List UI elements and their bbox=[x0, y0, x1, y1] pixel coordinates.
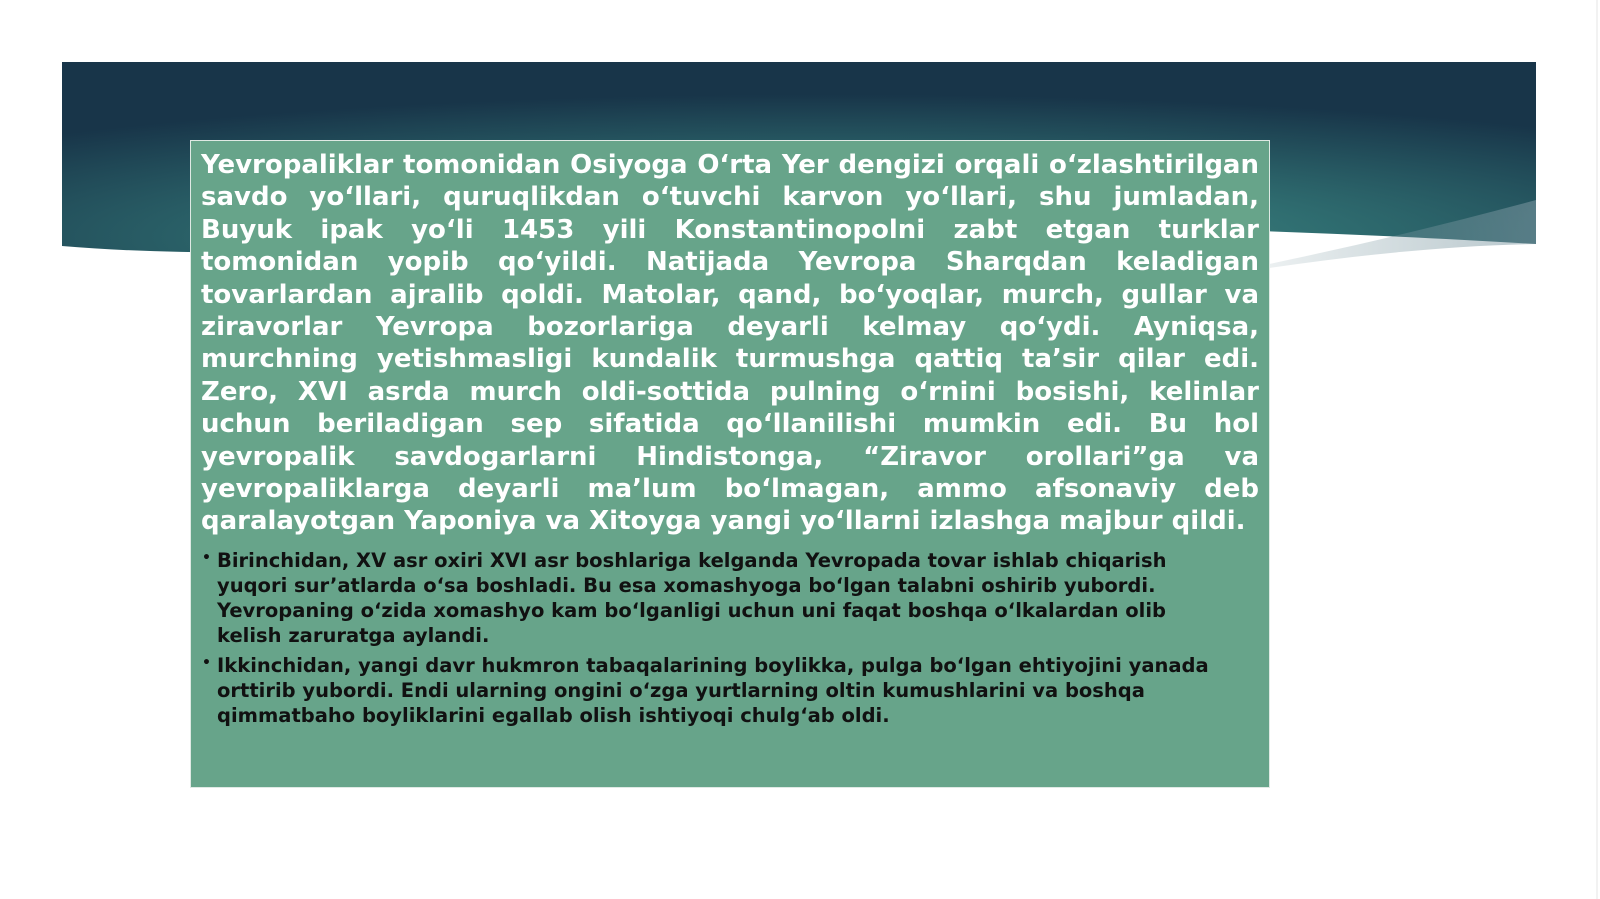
bullet-icon: • bbox=[202, 654, 211, 671]
bullet-item-second bbox=[201, 653, 1229, 728]
bullet-item-first bbox=[201, 548, 1229, 648]
bullet-text: Birinchidan, XV asr oxiri XVI asr boshlariga kelganda Yevropada tovar ishlab chiqarish yuqori sur’atlarda o‘sa boshladi. Bu esa xomashyoga bo‘lgan talabni oshirib yubordi. Yevropaning o‘zida xomashyo kam bo‘lganligi uchun uni faqat boshqa o‘lkalardan olib kelish zaruratga aylandi. bbox=[217, 548, 1167, 647]
bullet-text: Ikkinchidan, yangi davr hukmron tabaqalarining boylikka, pulga bo‘lgan ehtiyojini yanada orttirib yubordi. Endi ularning ongini o‘zga yurtlarning oltin kumushlarini va boshqa qimmatbaho boyliklarini egallab olish ishtiyoqi chulg‘ab oldi. bbox=[217, 653, 1209, 727]
main-paragraph: Yevropaliklar tomonidan Osiyoga O‘rta Yer dengizi orqali o‘zlashtirilgan savdo yo‘llari, quruqlikdan o‘tuvchi karvon yo‘llari, shu jumladan, Buyuk ipak yo‘li 1453 yili Konstantinopolni zabt etgan turklar tomonidan yopib qo‘yildi. Natijada Yevropa Sharqdan keladigan tovarlardan ajralib qoldi. Matolar, qand, bo‘yoqlar, murch, gullar va ziravorlar Yevropa bozorlariga deyarli kelmay qo‘ydi. Ayniqsa, murchning yetishmasligi kundalik turmushga qattiq ta’sir qilar edi. Zero, XVI asrda murch oldi-sottida pulning o‘rnini bosishi, kelinlar uchun beriladigan sep sifatida qo‘llanilishi mumkin edi. Bu hol yevropalik savdogarlarni Hindistonga, “Ziravor orollari”ga va yevropaliklarga deyarli ma’lum bo‘lmagan, ammo afsonaviy deb qaralayotgan Yaponiya va Xitoyga yangi yo‘llarni izlashga majbur qildi. bbox=[201, 150, 1259, 537]
bullet-icon: • bbox=[202, 549, 211, 566]
content-box bbox=[190, 140, 1270, 788]
bullet-list bbox=[201, 548, 1259, 728]
